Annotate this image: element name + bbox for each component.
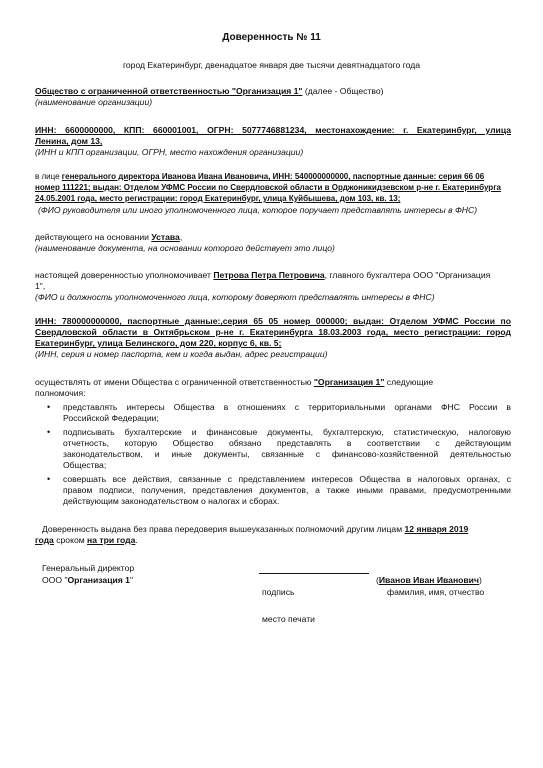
bullet-2-symbol: • [47,427,51,437]
org-name: Общество с ограниченной ответственностью "Организация 1" [35,86,303,96]
bullet-3-line-2: правом подписи, получения, представления документов, а также иными правами, предусмотренными [63,485,511,495]
requisites-line-1: ИНН: 6600000000, КПП: 660001001, ОГРН: 5077746881234, местонахождение: г. Екатеринбург, улица [35,125,511,135]
signer-name-line [376,575,482,586]
city-date-line: город Екатеринбург, двенадцатое января две тысячи девятнадцатого года [122,60,421,70]
signer-position-1: Генеральный директор [42,563,135,573]
validity-middle: сроком [53,535,88,545]
actions-prefix: осуществлять от имени Общества с ограниченной ответственностью [35,377,314,387]
validity-date: 12 января 2019 [404,524,469,534]
signer-name-close: ) [478,575,482,585]
authorize-hint: (ФИО и должность уполномоченного лица, которому доверяют представлять интересы в ФНС) [35,292,435,302]
basis-prefix: действующего на основании [35,232,152,242]
person-info-line-3: Екатеринбург, улица Белинского, дом 220, корпус 6, кв. 5; [35,338,282,348]
stamp-place-label: место печати [262,614,315,624]
authorize-suffix: , главного бухгалтера ООО "Организация [324,270,491,280]
signer-org-suffix: " [129,575,134,585]
full-name-label: фамилия, имя, отчество [387,587,485,597]
document-title: Доверенность № 11 [222,32,321,43]
person-info-hint: (ИНН, серия и номер паспорта, кем и когда выдан, адрес регистрации) [35,349,328,359]
basis-document: Устава [151,232,180,242]
person-info-line-1: ИНН: 780000000000, паспортные данные:,серия 65 05 номер 000000; выдан: Отделом УФМС России по [35,316,511,326]
actions-line-1 [35,377,433,388]
signer-name-open: ( [376,575,379,585]
validity-line-1 [42,524,468,535]
bullet-2-line-3: законодательством, и иные документы, связанные с финансово-хозяйственной деятельностью [63,449,511,459]
basis-line [35,232,182,243]
bullet-2-line-1: подписывать бухгалтерские и финансовые документы, бухгалтерскую, статистическую, налоговую [63,427,511,437]
signature-line [259,573,369,574]
validity-end: . [135,535,138,545]
director-info-1: генерального директора Иванова Ивана Ивановича, ИНН: 540000000000, паспортные данные: серия 66 06 [61,172,485,181]
actions-org: "Организация 1" [313,377,385,387]
director-line-2: номер 111221; выдан: Отделом УФМС России по Свердловской области в Орджоникидзевском р-не г. Екатеринбурга [35,183,501,192]
authorize-line-1 [35,270,490,281]
actions-line-2: полномочия: [35,388,86,398]
bullet-1-line-1: представлять интересы Общества в отношениях с территориальными органами ФНС России в [63,402,511,412]
signature-label: подпись [262,587,295,597]
director-line-3: 24.05.2001 года, место регистрации: город Екатеринбург, улица Куйбышева, дом 103, кв. 13; [35,194,401,203]
bullet-1-line-2: Российской Федерации; [63,413,159,423]
signer-org-prefix: ООО " [42,575,68,585]
validity-prefix: Доверенность выдана без права передоверия вышеуказанных полномочий другим лицам [42,524,405,534]
authorize-prefix: настоящей доверенностью уполномочивает [35,270,214,280]
basis-hint: (наименование документа, на основании которого действует это лицо) [35,243,335,253]
authorize-line-2: 1", [35,281,46,291]
signer-name: Иванов Иван Иванович [378,575,479,585]
person-info-line-2: Свердловской области в Октябрьском р-не г. Екатеринбурга 18.03.2003 года, место регистрации: город [35,327,511,337]
bullet-2-line-2: отчетность, которую Общество обязано представлять в соответствии с действующим [63,438,511,448]
requisites-line-2: Ленина, дом 13, [35,136,103,146]
requisites-hint: (ИНН и КПП организации, ОГРН, место нахождения организации) [35,147,304,157]
bullet-3-line-1: совершать все действия, связанные с представлением интересов Общества в налоговых органах, с [63,474,511,484]
basis-suffix: , [179,232,183,242]
authorized-person: Петрова Петра Петровича [213,270,325,280]
director-hint: (ФИО руководителя или иного уполномоченного лица, которое поручает представлять интересы в ФНС) [38,205,478,215]
validity-year-word: года [35,535,54,545]
org-after: (далее - Общество) [302,86,384,96]
bullet-3-symbol: • [47,474,51,484]
bullet-1-symbol: • [47,402,51,412]
signer-position-2 [42,575,133,586]
org-hint: (наименование организации) [35,97,153,107]
org-line [35,86,383,97]
actions-suffix: следующие [384,377,434,387]
bullet-2-line-4: Общества; [63,460,107,470]
signer-org-name: Организация 1 [67,575,130,585]
bullet-3-line-3: действующим законодательством о налогах и сборах. [63,496,280,506]
validity-line-2 [35,535,138,546]
director-line-1 [35,171,484,182]
director-prefix: в лице [35,172,62,181]
validity-term: на три года [87,535,136,545]
